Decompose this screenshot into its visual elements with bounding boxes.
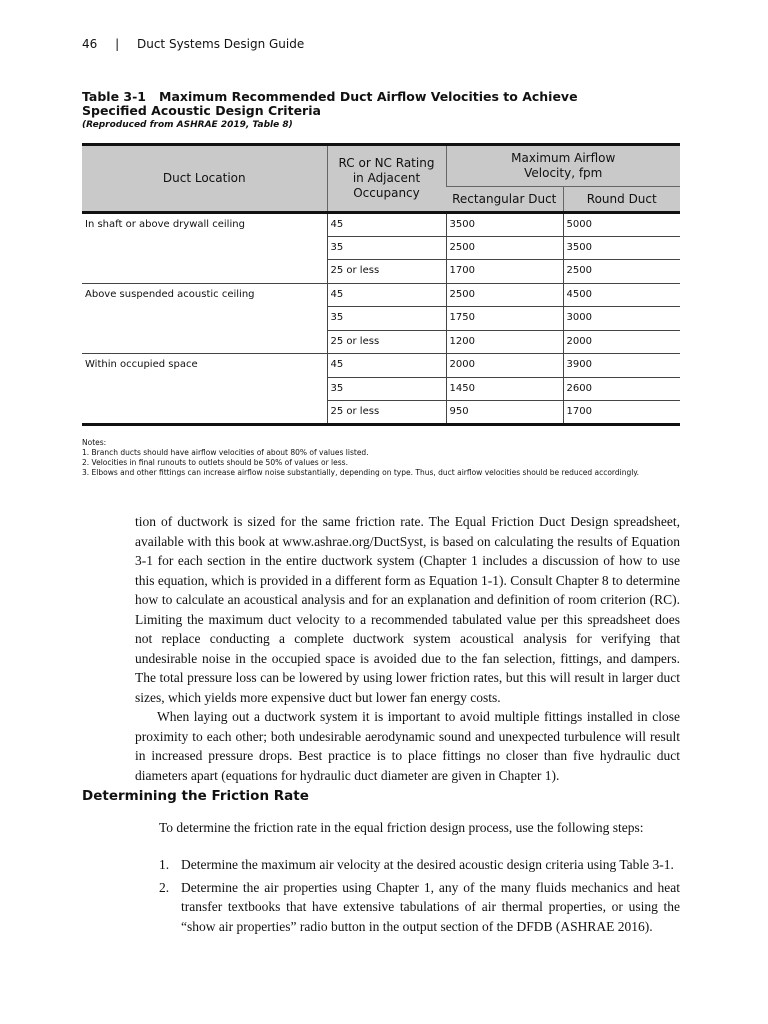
note: 3. Elbows and other fittings can increase airflow noise substantially, depending on type. Thus, duct airflow velocities should be reduced accordingly.: [82, 468, 640, 477]
cell-location: [82, 377, 327, 401]
cell-round: 5000: [563, 213, 680, 237]
cell-location: In shaft or above drywall ceiling: [85, 219, 245, 230]
cell-rating: 35: [327, 236, 446, 260]
list-item: [159, 855, 680, 875]
cell-rating: 25 or less: [327, 260, 446, 284]
header-separator: |: [115, 37, 120, 51]
book-title: Duct Systems Design Guide: [136, 37, 305, 51]
list-item: [159, 878, 680, 937]
cell-location: Within occupied space: [82, 354, 327, 378]
table-row: [82, 283, 680, 307]
cell-rating: 45: [327, 213, 446, 237]
cell-rect: 1700: [446, 260, 563, 284]
table-row: [82, 330, 680, 354]
intro-text: To determine the friction rate in the equal friction design process, use the following steps:: [159, 820, 644, 835]
cell-rect: 2000: [446, 354, 563, 378]
paragraph: tion of ductwork is sized for the same friction rate. The Equal Friction Duct Design spreadsheet, available with this book at www.ashrae.org/DuctSyst, is based on calculating the results of Equation 3-1 for each section in the entire ductwork system (Chapter 1 includes a discussion of how to use this equation, which is provided in a different form as Equation 1-1). Consult Chapter 8 to determine how to calculate an acoustical analysis and for an explanation and definition of room criterion (RC). Limiting the maximum duct velocity to a recommended tabulated value per this spreadsheet does not replace conducting a complete ductwork system acoustical analysis for verifying that undesirable noise in the occupied space is avoided due to the fan selection, fittings, and dampers. The total pressure loss can be lowered by using lower friction rates, but this will result in larger duct sizes, which yields more expensive duct but lower fan energy costs.: [135, 514, 680, 705]
table-row: [82, 377, 680, 401]
header-rectangular: Rectangular Duct: [446, 187, 563, 213]
cell-location: [82, 401, 327, 425]
velocity-table: [82, 143, 680, 426]
cell-round: 2600: [563, 377, 680, 401]
cell-rect: 1750: [446, 307, 563, 331]
step-text: Determine the air properties using Chapter 1, any of the many fluids mechanics and heat transfer textbooks that have extensive tabulations of air thermal properties, or using the “show air properties” radio button in the output section of the DFDB (ASHRAE 2016).: [181, 879, 680, 934]
table-source: (Reproduced from ASHRAE 2019, Table 8): [82, 120, 293, 130]
table-notes: [82, 438, 639, 478]
table-caption: [82, 90, 578, 132]
header-round: Round Duct: [563, 187, 680, 213]
step-text: Determine the maximum air velocity at the desired acoustic design criteria using Table 3-1.: [181, 857, 674, 872]
header-rating: RC or NC Rating in Adjacent Occupancy: [327, 145, 446, 213]
cell-location: Above suspended acoustic ceiling: [82, 283, 327, 307]
table-title-line2: Specified Acoustic Design Criteria: [82, 103, 321, 118]
cell-round: 2500: [563, 260, 680, 284]
steps-list: [159, 855, 680, 939]
table-row: [82, 354, 680, 378]
running-header: [82, 37, 318, 51]
note: 2. Velocities in final runouts to outlets should be 50% of values or less.: [82, 458, 348, 467]
table-row: [82, 307, 680, 331]
cell-round: 3500: [563, 236, 680, 260]
cell-rect: 3500: [446, 213, 563, 237]
cell-rating: 25 or less: [327, 330, 446, 354]
step-number: 1.: [159, 857, 170, 872]
table-row: [82, 213, 680, 237]
table-row: [82, 260, 680, 284]
cell-rect: 2500: [446, 236, 563, 260]
cell-location: [82, 307, 327, 331]
page-number: 46: [82, 37, 98, 51]
cell-location: [82, 260, 327, 284]
note: 1. Branch ducts should have airflow velocities of about 80% of values listed.: [82, 448, 369, 457]
header-duct-location: Duct Location: [82, 145, 327, 213]
cell-round: 3000: [563, 307, 680, 331]
cell-round: 4500: [563, 283, 680, 307]
cell-rect: 950: [446, 401, 563, 425]
section-heading: Determining the Friction Rate: [82, 788, 309, 804]
cell-rating: 35: [327, 307, 446, 331]
table-title-line1: Table 3-1 Maximum Recommended Duct Airflow Velocities to Achieve: [82, 89, 578, 104]
header-velocity: Maximum Airflow Velocity, fpm: [446, 145, 680, 187]
cell-rating: 45: [327, 354, 446, 378]
cell-rating: 45: [327, 283, 446, 307]
cell-round: 2000: [563, 330, 680, 354]
cell-round: 3900: [563, 354, 680, 378]
table-row: [82, 401, 680, 425]
cell-round: 1700: [563, 401, 680, 425]
cell-rect: 2500: [446, 283, 563, 307]
cell-location: [82, 330, 327, 354]
notes-label: Notes:: [82, 438, 107, 447]
step-number: 2.: [159, 879, 170, 895]
cell-rect: 1450: [446, 377, 563, 401]
cell-rect: 1200: [446, 330, 563, 354]
cell-rating: 25 or less: [327, 401, 446, 425]
table-row: [82, 236, 680, 260]
cell-rating: 35: [327, 377, 446, 401]
paragraph: When laying out a ductwork system it is important to avoid multiple fittings installed in close proximity to each other; both undesirable aerodynamic sound and unexpected turbulence will result in increased pressure drops. Best practice is to place fittings no closer than five hydraulic duct diameters apart (equations for hydraulic duct diameter are given in Chapter 1).: [135, 709, 680, 783]
body-text: [135, 512, 680, 785]
cell-location: [82, 236, 327, 260]
